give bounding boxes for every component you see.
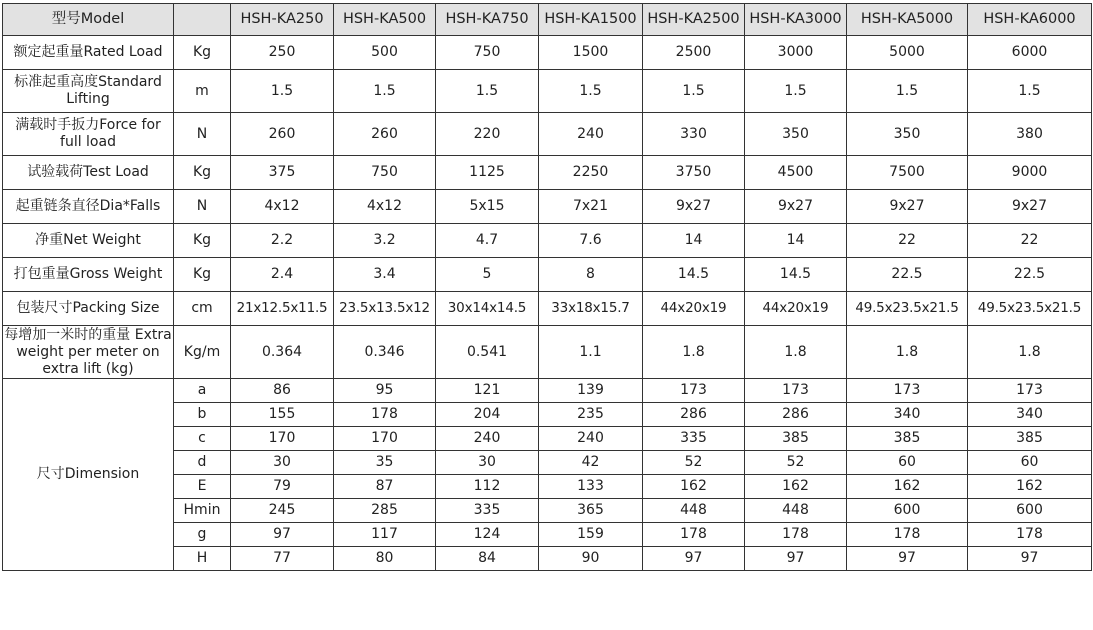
header-model: HSH-KA3000 [745,4,847,36]
value-cell: 2.4 [231,258,334,292]
value-cell: 385 [847,427,968,451]
value-cell: 162 [745,475,847,499]
value-cell: 385 [745,427,847,451]
value-cell: 3.2 [334,224,436,258]
value-cell: 1.5 [436,70,539,113]
header-model: HSH-KA6000 [968,4,1092,36]
value-cell: 380 [968,113,1092,156]
value-cell: 44x20x19 [745,292,847,326]
row-label: 包装尺寸Packing Size [3,292,174,326]
value-cell: 1.5 [334,70,436,113]
row-label: 试验载荷Test Load [3,156,174,190]
value-cell: 7x21 [539,190,643,224]
dimension-key: g [174,523,231,547]
value-cell: 162 [968,475,1092,499]
dimension-key: H [174,547,231,571]
value-cell: 5x15 [436,190,539,224]
value-cell: 178 [643,523,745,547]
value-cell: 1.5 [847,70,968,113]
dimension-label: 尺寸Dimension [3,379,174,571]
value-cell: 49.5x23.5x21.5 [968,292,1092,326]
value-cell: 80 [334,547,436,571]
value-cell: 1.8 [643,326,745,379]
value-cell: 112 [436,475,539,499]
spec-body [3,36,1092,571]
value-cell: 1.5 [231,70,334,113]
value-cell: 448 [643,499,745,523]
value-cell: 95 [334,379,436,403]
value-cell: 240 [539,113,643,156]
value-cell: 121 [436,379,539,403]
value-cell: 42 [539,451,643,475]
row-label: 每增加一米时的重量 Extra weight per meter on extra lift (kg) [4,326,172,377]
value-cell: 9x27 [643,190,745,224]
header-row [3,4,1092,36]
row-unit: cm [174,292,231,326]
header-model: HSH-KA1500 [539,4,643,36]
dimension-key: a [174,379,231,403]
value-cell: 23.5x13.5x12 [334,292,436,326]
value-cell: 178 [334,403,436,427]
value-cell: 5000 [847,36,968,70]
value-cell: 44x20x19 [643,292,745,326]
value-cell: 350 [847,113,968,156]
value-cell: 340 [968,403,1092,427]
value-cell: 170 [334,427,436,451]
value-cell: 97 [745,547,847,571]
value-cell: 4x12 [334,190,436,224]
value-cell: 286 [745,403,847,427]
value-cell: 14 [745,224,847,258]
header-model: HSH-KA5000 [847,4,968,36]
value-cell: 2500 [643,36,745,70]
value-cell: 159 [539,523,643,547]
value-cell: 250 [231,36,334,70]
value-cell: 77 [231,547,334,571]
value-cell: 3750 [643,156,745,190]
value-cell: 117 [334,523,436,547]
value-cell: 600 [968,499,1092,523]
value-cell: 86 [231,379,334,403]
value-cell: 35 [334,451,436,475]
value-cell: 133 [539,475,643,499]
header-model: HSH-KA2500 [643,4,745,36]
value-cell: 220 [436,113,539,156]
value-cell: 155 [231,403,334,427]
row-net-weight [3,224,1092,258]
value-cell: 350 [745,113,847,156]
value-cell: 84 [436,547,539,571]
row-label: 标准起重高度Standard Lifting [3,70,174,113]
value-cell: 335 [436,499,539,523]
value-cell: 1.8 [745,326,847,379]
value-cell: 1500 [539,36,643,70]
row-unit: Kg [174,156,231,190]
value-cell: 204 [436,403,539,427]
value-cell: 14 [643,224,745,258]
header-model: HSH-KA250 [231,4,334,36]
value-cell: 162 [847,475,968,499]
value-cell: 97 [643,547,745,571]
value-cell: 8 [539,258,643,292]
value-cell: 162 [643,475,745,499]
header-model-label: 型号Model [3,4,174,36]
value-cell: 375 [231,156,334,190]
row-unit: m [174,70,231,113]
value-cell: 97 [968,547,1092,571]
value-cell: 5 [436,258,539,292]
dimension-key: d [174,451,231,475]
value-cell: 3.4 [334,258,436,292]
row-label: 额定起重量Rated Load [3,36,174,70]
value-cell: 750 [436,36,539,70]
dimension-key: Hmin [174,499,231,523]
value-cell: 60 [968,451,1092,475]
value-cell: 750 [334,156,436,190]
row-test-load [3,156,1092,190]
value-cell: 6000 [968,36,1092,70]
value-cell: 235 [539,403,643,427]
value-cell: 178 [745,523,847,547]
value-cell: 1.8 [968,326,1092,379]
value-cell: 87 [334,475,436,499]
row-unit: Kg/m [174,326,231,379]
value-cell: 22 [847,224,968,258]
value-cell: 335 [643,427,745,451]
header-model: HSH-KA500 [334,4,436,36]
value-cell: 2.2 [231,224,334,258]
value-cell: 33x18x15.7 [539,292,643,326]
value-cell: 1125 [436,156,539,190]
value-cell: 1.5 [968,70,1092,113]
row-unit: Kg [174,258,231,292]
value-cell: 173 [643,379,745,403]
value-cell: 173 [745,379,847,403]
value-cell: 0.541 [436,326,539,379]
row-gross-weight [3,258,1092,292]
value-cell: 448 [745,499,847,523]
row-unit: N [174,113,231,156]
value-cell: 0.364 [231,326,334,379]
value-cell: 0.346 [334,326,436,379]
value-cell: 4500 [745,156,847,190]
value-cell: 97 [847,547,968,571]
row-extra-weight [3,326,1092,379]
value-cell: 170 [231,427,334,451]
dimension-key: c [174,427,231,451]
value-cell: 79 [231,475,334,499]
value-cell: 124 [436,523,539,547]
dimension-row-a [3,379,1092,403]
value-cell: 365 [539,499,643,523]
value-cell: 1.5 [539,70,643,113]
value-cell: 52 [745,451,847,475]
value-cell: 7500 [847,156,968,190]
value-cell: 139 [539,379,643,403]
value-cell: 9x27 [745,190,847,224]
row-label: 满载时手扳力Force for full load [3,113,174,156]
value-cell: 21x12.5x11.5 [231,292,334,326]
value-cell: 14.5 [745,258,847,292]
value-cell: 9x27 [968,190,1092,224]
value-cell: 173 [847,379,968,403]
row-unit: N [174,190,231,224]
value-cell: 9000 [968,156,1092,190]
value-cell: 178 [847,523,968,547]
row-label: 净重Net Weight [3,224,174,258]
value-cell: 1.1 [539,326,643,379]
row-standard-lifting [3,70,1092,113]
header-model: HSH-KA750 [436,4,539,36]
value-cell: 22.5 [968,258,1092,292]
value-cell: 240 [436,427,539,451]
value-cell: 1.8 [847,326,968,379]
value-cell: 30 [436,451,539,475]
value-cell: 600 [847,499,968,523]
value-cell: 1.5 [745,70,847,113]
value-cell: 60 [847,451,968,475]
value-cell: 3000 [745,36,847,70]
value-cell: 260 [231,113,334,156]
row-unit: Kg [174,36,231,70]
value-cell: 22.5 [847,258,968,292]
row-label: 起重链条直径Dia*Falls [3,190,174,224]
value-cell: 4.7 [436,224,539,258]
value-cell: 330 [643,113,745,156]
value-cell: 90 [539,547,643,571]
value-cell: 385 [968,427,1092,451]
value-cell: 22 [968,224,1092,258]
value-cell: 1.5 [643,70,745,113]
value-cell: 97 [231,523,334,547]
value-cell: 240 [539,427,643,451]
row-unit: Kg [174,224,231,258]
spec-table [2,3,1092,571]
value-cell: 173 [968,379,1092,403]
value-cell: 49.5x23.5x21.5 [847,292,968,326]
value-cell: 286 [643,403,745,427]
value-cell: 260 [334,113,436,156]
value-cell: 30x14x14.5 [436,292,539,326]
row-packing-size [3,292,1092,326]
value-cell: 178 [968,523,1092,547]
row-rated-load [3,36,1092,70]
header-unit-label [174,4,231,36]
value-cell: 245 [231,499,334,523]
dimension-key: b [174,403,231,427]
value-cell: 7.6 [539,224,643,258]
value-cell: 285 [334,499,436,523]
row-chain-diameter [3,190,1092,224]
value-cell: 2250 [539,156,643,190]
row-label: 打包重量Gross Weight [3,258,174,292]
value-cell: 340 [847,403,968,427]
value-cell: 52 [643,451,745,475]
row-force-full-load [3,113,1092,156]
value-cell: 14.5 [643,258,745,292]
dimension-key: E [174,475,231,499]
value-cell: 4x12 [231,190,334,224]
value-cell: 500 [334,36,436,70]
value-cell: 9x27 [847,190,968,224]
value-cell: 30 [231,451,334,475]
